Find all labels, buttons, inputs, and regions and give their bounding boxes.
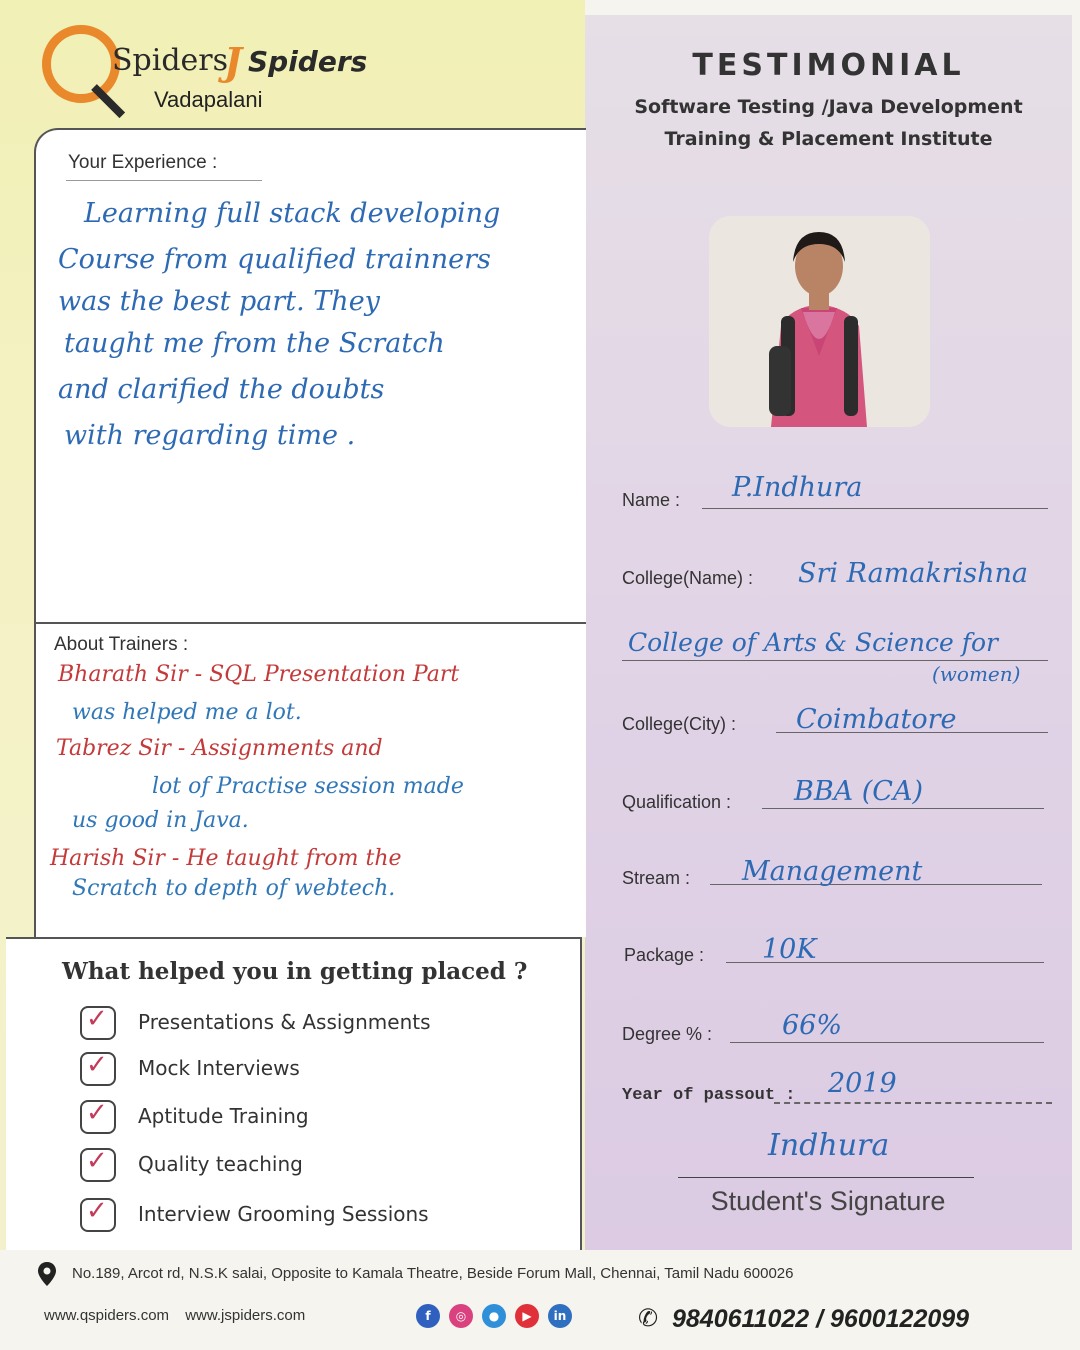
q-logo-icon <box>42 25 120 103</box>
brand-qspiders-text: Spiders <box>112 43 229 78</box>
qualification-label: Qualification : <box>622 792 732 812</box>
experience-line: Course from qualified trainners <box>58 244 491 275</box>
student-photo <box>709 216 930 427</box>
checklist-item-grooming <box>80 1198 560 1234</box>
degree-field-line <box>730 1042 1044 1043</box>
signature-label: Student's Signature <box>710 1186 946 1216</box>
package-value: 10K <box>762 934 817 965</box>
checklist-label: Aptitude Training <box>138 1104 309 1128</box>
checkbox[interactable] <box>80 1148 116 1182</box>
college-name-field-line <box>622 660 1048 661</box>
degree-value: 66% <box>782 1010 843 1041</box>
subtitle-line-1: Software Testing /Java Development <box>634 96 1023 118</box>
qualification-field-line <box>762 808 1044 809</box>
trainer-line: lot of Practise session made <box>152 774 464 799</box>
contact-phone-numbers: 9840611022 / 9600122099 <box>672 1305 970 1333</box>
checkmark-icon: ✓ <box>86 1004 108 1034</box>
student-signature: Indhura <box>768 1128 890 1163</box>
youtube-icon[interactable]: ▶ <box>515 1304 539 1328</box>
checkbox[interactable] <box>80 1052 116 1086</box>
checklist-label: Mock Interviews <box>138 1056 300 1080</box>
college-name-value-1: Sri Ramakrishna <box>798 558 1029 589</box>
college-name-value-3: (women) <box>932 662 1021 686</box>
trainer-line: Tabrez Sir - Assignments and <box>56 736 383 761</box>
checklist-item-presentations <box>80 1006 560 1042</box>
student-photo-illustration <box>709 216 930 427</box>
trainers-label: About Trainers : <box>54 634 189 655</box>
trainer-line: us good in Java. <box>72 808 249 833</box>
degree-label: Degree % : <box>622 1024 713 1044</box>
brand-logo <box>42 25 402 115</box>
phone-icon: ✆ <box>638 1304 659 1332</box>
package-label: Package : <box>624 945 705 965</box>
trainer-line: Harish Sir - He taught from the <box>50 846 402 871</box>
college-city-label: College(City) : <box>622 714 737 734</box>
qualification-value: BBA (CA) <box>794 776 923 807</box>
name-value: P.Indhura <box>732 472 863 503</box>
checkmark-icon: ✓ <box>86 1196 108 1226</box>
experience-line: Learning full stack developing <box>84 198 501 229</box>
checkbox[interactable] <box>80 1006 116 1040</box>
stream-label: Stream : <box>622 868 691 888</box>
experience-label-underline <box>66 180 262 181</box>
checkbox[interactable] <box>80 1100 116 1134</box>
experience-line: taught me from the Scratch <box>64 328 445 359</box>
college-name-label: College(Name) : <box>622 568 754 588</box>
checkbox[interactable] <box>80 1198 116 1232</box>
checklist-item-quality-teaching <box>80 1148 560 1184</box>
location-pin-icon <box>37 1262 57 1286</box>
experience-line: with regarding time . <box>64 420 356 451</box>
checklist-item-mock-interviews <box>80 1052 560 1088</box>
experience-line: and clarified the doubts <box>58 374 385 405</box>
year-of-passout-label: Year of passout : <box>622 1086 796 1105</box>
testimonial-title: TESTIMONIAL <box>692 48 965 83</box>
signature-line <box>678 1177 974 1178</box>
year-field-line <box>774 1102 1052 1104</box>
checklist-label: Interview Grooming Sessions <box>138 1202 429 1226</box>
checklist-label: Quality teaching <box>138 1152 303 1176</box>
institute-address: No.189, Arcot rd, N.S.K salai, Opposite to Kamala Theatre, Beside Forum Mall, Chennai, Tamil Nadu 600026 <box>72 1265 794 1282</box>
checklist-label: Presentations & Assignments <box>138 1010 431 1034</box>
brand-jspiders-text: Spiders <box>248 45 368 78</box>
college-name-value-2: College of Arts & Science for <box>628 628 999 657</box>
experience-line: was the best part. They <box>58 286 380 317</box>
name-field-line <box>702 508 1048 509</box>
linkedin-icon[interactable]: in <box>548 1304 572 1328</box>
checkmark-icon: ✓ <box>86 1098 108 1128</box>
checklist-item-aptitude <box>80 1100 560 1136</box>
trainer-line: Scratch to depth of webtech. <box>72 876 396 901</box>
stream-value: Management <box>742 856 923 887</box>
brand-j-letter: J <box>224 39 242 84</box>
placement-factors-title: What helped you in getting placed ? <box>62 958 528 985</box>
checkmark-icon: ✓ <box>86 1050 108 1080</box>
year-value: 2019 <box>828 1068 897 1099</box>
facebook-icon[interactable]: f <box>416 1304 440 1328</box>
checkmark-icon: ✓ <box>86 1146 108 1176</box>
name-label: Name : <box>622 490 681 510</box>
experience-label: Your Experience : <box>68 152 218 173</box>
trainer-line: was helped me a lot. <box>72 700 302 725</box>
branch-name: Vadapalani <box>154 87 263 112</box>
qspiders-website-link[interactable]: www.qspiders.com <box>44 1307 170 1324</box>
twitter-icon[interactable]: ● <box>482 1304 506 1328</box>
instagram-icon[interactable]: ◎ <box>449 1304 473 1328</box>
website-links <box>44 1307 317 1324</box>
subtitle-line-2: Training & Placement Institute <box>664 128 993 150</box>
trainer-line: Bharath Sir - SQL Presentation Part <box>58 662 460 687</box>
jspiders-website-link[interactable]: www.jspiders.com <box>185 1307 306 1324</box>
college-city-value: Coimbatore <box>796 704 957 735</box>
